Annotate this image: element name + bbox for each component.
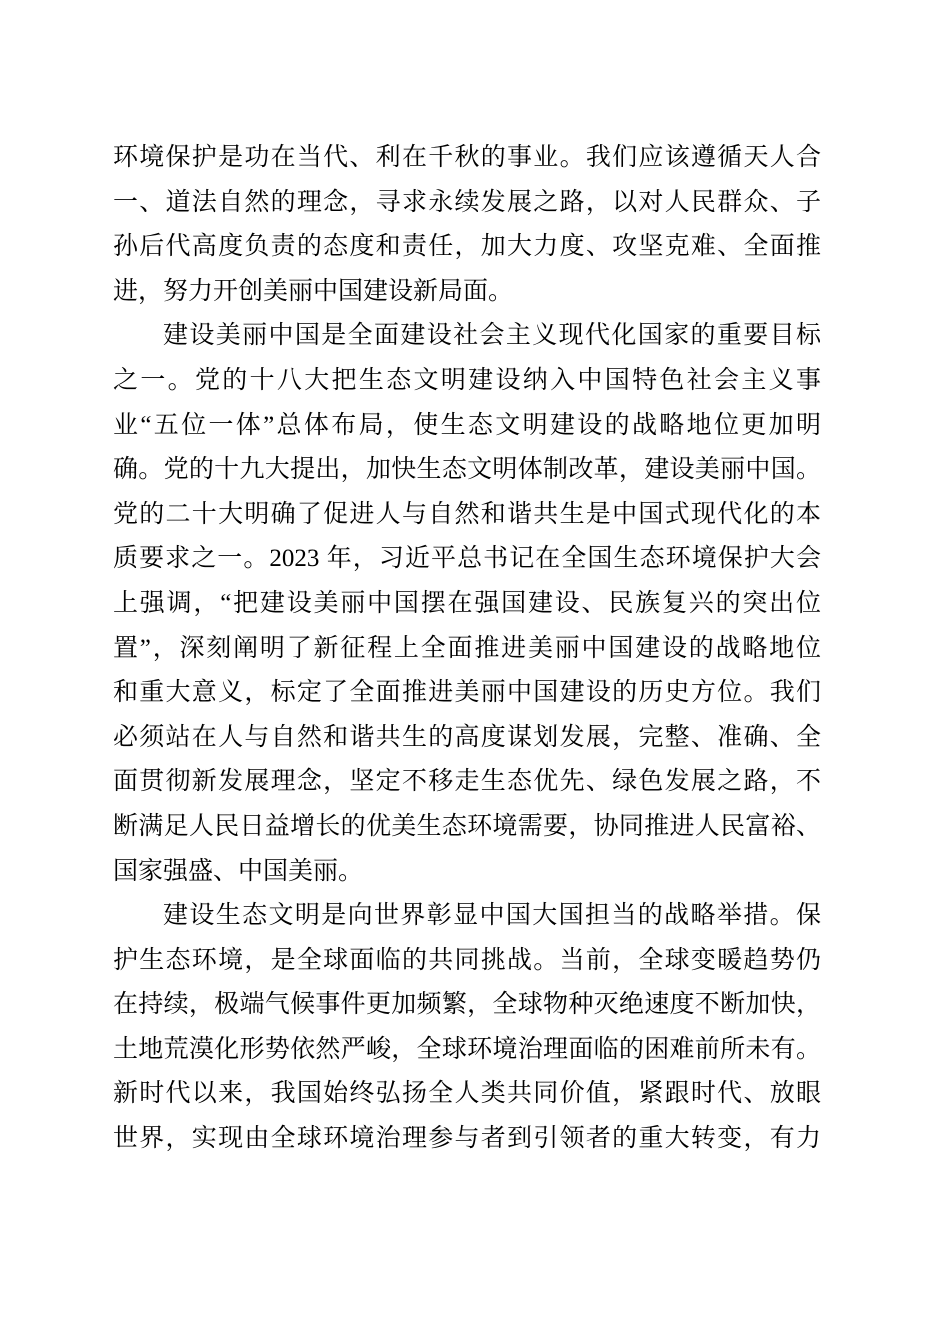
text-line: 建设生态文明是向世界彰显中国大国担当的战略举措。保: [163, 902, 821, 930]
text-line: 世界，实现由全球环境治理参与者到引领者的重大转变，有力: [113, 1125, 821, 1153]
text-line: 面贯彻新发展理念，坚定不移走生态优先、绿色发展之路，不: [113, 768, 821, 796]
paragraph: [113, 314, 821, 894]
text-line: 进，努力开创美丽中国建设新局面。: [113, 277, 514, 305]
text-line: 断满足人民日益增长的优美生态环境需要，协同推进人民富裕、: [113, 812, 821, 840]
text-line: 置”，深刻阐明了新征程上全面推进美丽中国建设的战略地位: [113, 634, 821, 662]
text-line: 在持续，极端气候事件更加频繁，全球物种灭绝速度不断加快，: [113, 991, 821, 1019]
text-line: 一、道法自然的理念，寻求永续发展之路，以对人民群众、子: [113, 188, 821, 216]
text-line: 土地荒漠化形势依然严峻，全球环境治理面临的困难前所未有。: [113, 1035, 821, 1063]
text-line: 新时代以来，我国始终弘扬全人类共同价值，紧跟时代、放眼: [113, 1080, 821, 1108]
text-line: 护生态环境，是全球面临的共同挑战。当前，全球变暖趋势仍: [113, 946, 821, 974]
paragraph: [113, 894, 821, 1162]
paragraph: [113, 136, 821, 314]
document-body: [113, 136, 821, 1162]
text-line: 孙后代高度负责的态度和责任，加大力度、攻坚克难、全面推: [113, 233, 821, 261]
text-line: 环境保护是功在当代、利在千秋的事业。我们应该遵循天人合: [113, 144, 821, 171]
text-line: 必须站在人与自然和谐共生的高度谋划发展，完整、准确、全: [113, 723, 821, 751]
text-line: 党的二十大明确了促进人与自然和谐共生是中国式现代化的本: [113, 500, 821, 528]
text-line: 上强调，“把建设美丽中国摆在强国建设、民族复兴的突出位: [113, 589, 821, 617]
text-line: 业“五位一体”总体布局，使生态文明建设的战略地位更加明: [113, 411, 821, 439]
text-line: 确。党的十九大提出，加快生态文明体制改革，建设美丽中国。: [113, 456, 821, 484]
text-line: 和重大意义，标定了全面推进美丽中国建设的历史方位。我们: [113, 679, 821, 707]
text-line: 之一。党的十八大把生态文明建设纳入中国特色社会主义事: [113, 366, 821, 394]
text-line: 质要求之一。2023 年，习近平总书记在全国生态环境保护大会: [113, 545, 821, 573]
text-line: 国家强盛、中国美丽。: [113, 857, 364, 885]
text-line: 建设美丽中国是全面建设社会主义现代化国家的重要目标: [163, 322, 821, 350]
